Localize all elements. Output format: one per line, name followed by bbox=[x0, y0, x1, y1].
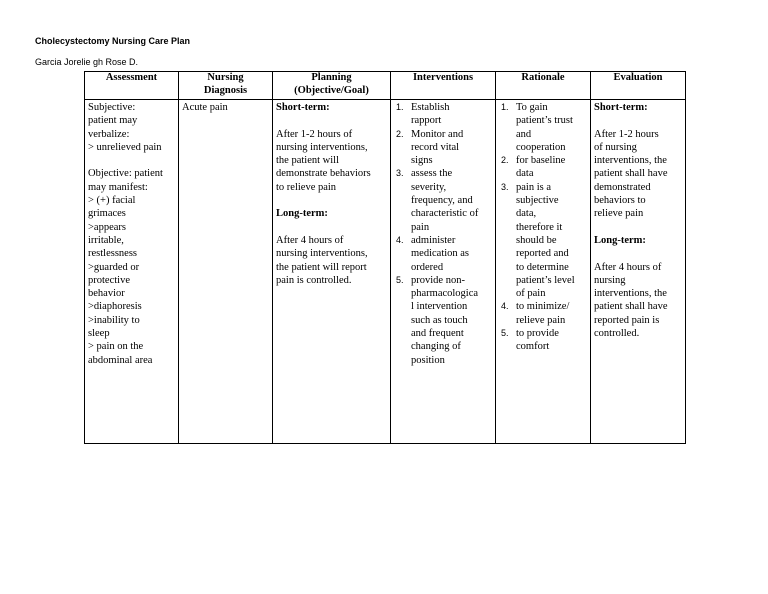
rationale-item bbox=[499, 101, 587, 154]
rationale-item-line: comfort bbox=[516, 341, 550, 353]
intervention-item-line: frequency, and bbox=[411, 195, 473, 207]
intervention-item-line: and frequent bbox=[411, 328, 464, 340]
evaluation-short-line: interventions, the bbox=[594, 155, 667, 167]
intervention-item bbox=[394, 167, 492, 233]
planning-short-line: After 1-2 hours of bbox=[276, 128, 353, 140]
planning-short-term-label: Short-term: bbox=[276, 102, 330, 113]
planning-long-line: After 4 hours of bbox=[276, 234, 344, 246]
intervention-item-line: Establish bbox=[411, 102, 450, 113]
list-number: 1. bbox=[501, 102, 509, 112]
planning-short-line: to relieve pain bbox=[276, 181, 337, 193]
objective-line: irritable, bbox=[88, 234, 124, 246]
document-title: Cholecystectomy Nursing Care Plan bbox=[35, 36, 191, 46]
rationale-list bbox=[499, 101, 587, 354]
subjective-line: > unrelieved pain bbox=[88, 141, 162, 153]
list-number: 5. bbox=[501, 328, 509, 339]
evaluation-short-line: patient shall have bbox=[594, 168, 668, 180]
rationale-item-line: to determine bbox=[516, 261, 569, 273]
rationale-item bbox=[499, 327, 587, 354]
intervention-item bbox=[394, 274, 492, 367]
assessment-cell bbox=[85, 100, 179, 444]
evaluation-long-line: controlled. bbox=[594, 328, 640, 340]
objective-line: may manifest: bbox=[88, 181, 148, 193]
intervention-item-line: l intervention bbox=[411, 301, 468, 313]
subjective-line: verbalize: bbox=[88, 128, 130, 140]
header-row bbox=[85, 72, 686, 100]
evaluation-long-term-text bbox=[594, 261, 682, 341]
evaluation-long-line: After 4 hours of bbox=[594, 261, 662, 273]
evaluation-short-line: relieve pain bbox=[594, 208, 644, 220]
rationale-item-line: relieve pain bbox=[516, 314, 566, 326]
planning-short-line: demonstrate behaviors bbox=[276, 168, 371, 180]
planning-short-term-text bbox=[276, 128, 387, 194]
header-evaluation: Evaluation bbox=[591, 72, 686, 100]
list-number: 5. bbox=[396, 274, 404, 285]
rationale-item-line: reported and bbox=[516, 248, 569, 260]
intervention-item-line: signs bbox=[411, 155, 433, 167]
objective-line: > pain on the bbox=[88, 341, 144, 353]
evaluation-short-term-label: Short-term: bbox=[594, 102, 648, 113]
planning-long-line: pain is controlled. bbox=[276, 274, 352, 286]
author-name: Garcia Jorelie gh Rose D. bbox=[35, 57, 139, 67]
rationale-item-line: pain is a bbox=[516, 181, 551, 193]
rationale-item-line: patient’s level bbox=[516, 274, 575, 286]
evaluation-short-term-text bbox=[594, 128, 682, 221]
rationale-item-line: patient’s trust bbox=[516, 115, 573, 127]
rationale-item bbox=[499, 154, 587, 181]
intervention-item bbox=[394, 101, 492, 128]
intervention-item-line: rapport bbox=[411, 115, 442, 127]
header-interventions: Interventions bbox=[391, 72, 496, 100]
evaluation-short-line: After 1-2 hours bbox=[594, 128, 659, 140]
intervention-item-line: pharmacologica bbox=[411, 288, 479, 300]
rationale-item-line: for baseline bbox=[516, 155, 566, 167]
objective-line: behavior bbox=[88, 288, 125, 300]
header-rationale: Rationale bbox=[496, 72, 591, 100]
subjective-block bbox=[88, 101, 175, 154]
objective-line: abdominal area bbox=[88, 354, 153, 366]
rationale-item-line: To gain bbox=[516, 102, 548, 113]
intervention-item-line: pain bbox=[411, 221, 430, 233]
intervention-item-line: characteristic of bbox=[411, 208, 479, 220]
intervention-item-line: changing of bbox=[411, 341, 461, 353]
rationale-item-line: cooperation bbox=[516, 141, 566, 153]
list-number: 3. bbox=[501, 181, 509, 192]
objective-line: >inability to bbox=[88, 314, 140, 326]
header-planning: Planning (Objective/Goal) bbox=[273, 72, 391, 100]
subjective-line: patient may bbox=[88, 115, 138, 127]
interventions-cell bbox=[391, 100, 496, 444]
objective-line: protective bbox=[88, 274, 130, 286]
list-number: 3. bbox=[396, 168, 404, 179]
objective-line: >appears bbox=[88, 221, 126, 233]
interventions-list bbox=[394, 101, 492, 367]
intervention-item-line: administer bbox=[411, 234, 456, 246]
evaluation-long-line: nursing bbox=[594, 274, 626, 286]
planning-long-term-text bbox=[276, 234, 387, 287]
intervention-item-line: Monitor and bbox=[411, 128, 464, 140]
intervention-item-line: record vital bbox=[411, 141, 460, 153]
diagnosis-text: Acute pain bbox=[182, 102, 228, 113]
planning-long-line: nursing interventions, bbox=[276, 248, 368, 260]
rationale-item-line: and bbox=[516, 128, 532, 140]
planning-short-line: nursing interventions, bbox=[276, 141, 368, 153]
objective-line: sleep bbox=[88, 328, 110, 340]
rationale-item-line: should be bbox=[516, 234, 557, 246]
intervention-item bbox=[394, 128, 492, 168]
intervention-item-line: provide non- bbox=[411, 274, 465, 286]
rationale-item-line: therefore it bbox=[516, 221, 563, 233]
evaluation-long-line: patient shall have bbox=[594, 301, 668, 313]
objective-line: restlessness bbox=[88, 248, 137, 260]
diagnosis-cell bbox=[179, 100, 273, 444]
evaluation-short-line: of nursing bbox=[594, 141, 637, 153]
rationale-item-line: data, bbox=[516, 208, 537, 220]
objective-line: > (+) facial bbox=[88, 195, 136, 207]
objective-line: >diaphoresis bbox=[88, 301, 142, 313]
list-number: 1. bbox=[396, 102, 404, 112]
table-row bbox=[85, 100, 686, 444]
evaluation-long-line: reported pain is bbox=[594, 314, 660, 326]
evaluation-short-line: behaviors to bbox=[594, 195, 646, 207]
planning-short-line: the patient will bbox=[276, 155, 339, 167]
rationale-item bbox=[499, 300, 587, 327]
evaluation-long-line: interventions, the bbox=[594, 288, 667, 300]
evaluation-long-term-label: Long-term: bbox=[594, 234, 646, 246]
intervention-item-line: ordered bbox=[411, 261, 444, 273]
rationale-item-line: to minimize/ bbox=[516, 301, 570, 313]
planning-cell bbox=[273, 100, 391, 444]
care-plan-table bbox=[84, 71, 686, 444]
intervention-item bbox=[394, 234, 492, 274]
planning-long-line: the patient will report bbox=[276, 261, 367, 273]
objective-line: >guarded or bbox=[88, 261, 140, 273]
list-number: 4. bbox=[501, 301, 509, 312]
planning-long-term-label: Long-term: bbox=[276, 208, 328, 220]
list-number: 2. bbox=[396, 128, 404, 139]
subjective-line: Subjective: bbox=[88, 102, 136, 113]
evaluation-cell bbox=[591, 100, 686, 444]
objective-line: Objective: patient bbox=[88, 168, 163, 180]
intervention-item-line: severity, bbox=[411, 181, 447, 193]
header-nursing-diagnosis: Nursing Diagnosis bbox=[179, 72, 273, 100]
list-number: 4. bbox=[396, 234, 404, 245]
evaluation-short-line: demonstrated bbox=[594, 181, 651, 193]
rationale-item-line: to provide bbox=[516, 328, 559, 340]
rationale-item-line: of pain bbox=[516, 288, 546, 300]
rationale-item-line: data bbox=[516, 168, 534, 180]
rationale-cell bbox=[496, 100, 591, 444]
header-assessment: Assessment bbox=[85, 72, 179, 100]
objective-block bbox=[88, 167, 175, 366]
rationale-item bbox=[499, 181, 587, 301]
rationale-item-line: subjective bbox=[516, 195, 559, 207]
intervention-item-line: medication as bbox=[411, 248, 470, 260]
list-number: 2. bbox=[501, 155, 509, 166]
intervention-item-line: such as touch bbox=[411, 314, 468, 326]
objective-line: grimaces bbox=[88, 208, 126, 220]
intervention-item-line: position bbox=[411, 354, 445, 366]
intervention-item-line: assess the bbox=[411, 168, 453, 180]
